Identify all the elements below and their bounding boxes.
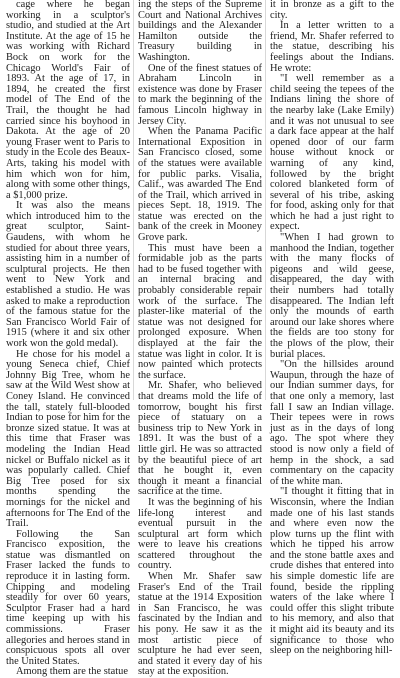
paragraph: cage where he began working in a sculptor's studio, and studied at the Art Institute. At the age of 15 he was working with Richard Bock on work for the Chicago World's Fair of 1893. At the age of 17, in 1894, he created the first model of The End of the Trail, the thought he had carried since his boyhood in Dakota. At the age of 20 young Fraser went to Paris to study in the Ecole des Beaux-Arts, taking his model with him which won for him, along with some other things, a $1,000 prize. xyxy=(6,0,130,201)
paragraph: "On the hillsides around Waupun, through the haze of our Indian summer days, for that one only a memory, last fall I saw an Indian village. Their tepees were in rows just as in the days of long ago. The spot where they stood is now only a field of hemp in the shock, a sad commentary on the capacity of the white man. xyxy=(270,359,394,487)
paragraph: "I thought it fitting that in Wisconsin, where the Indian made one of his last stands and where even now the plow turns up the flint with which he tipped his arrow and the stone battle axes and crude dishes that entered into his simple domestic life are found, beside the rippling waters of the lake where I could offer this slight tribute to his memory, and also that it might aid its beauty and its significance to those who sleep on the neighboring hill- xyxy=(270,486,394,657)
paragraph: Among them are the statue xyxy=(16,666,128,678)
column-divider xyxy=(265,0,266,400)
paragraph: It was the beginning of his life-long interest and eventual pursuit in the sculptural art form which were to leave his creations scattered throughout the country. xyxy=(138,496,262,572)
paragraph: "When I had grown to manhood the Indian, together with the many flocks of pigeons and wild geese, disappeared, the day with their numbers had totally disappeared. The Indian left only the mounds of earth around our lake shores where the fields are too stony for the plows of the plow, their burial places. xyxy=(270,232,394,360)
paragraph: One of the finest statues of Abraham Lincoln in existence was done by Fraser to mark the beginning of the famous Lincoln highway in Jersey City. xyxy=(138,62,262,127)
paragraph: He chose for his model a young Seneca chief, Chief Johnny Big Tree, whom he saw at the Wild West show at Coney Island. He convinced the tall, stately full-blooded Indian to pose for him for the bronze sized statue. It was at this time that Fraser was modeling the Indian Head nickel or Buffalo nickel as it was popularly called. Chief Big Tree posed for six months spending the mornings for the nickel and afternoons for The End of the Trail. xyxy=(6,348,130,530)
paragraph: it in bronze as a gift to the city. xyxy=(270,0,394,21)
paragraph: When the Panama Pacific International Exposition in San Francisco closed, some of the statues were available for public parks. Visalia, Calif., was awarded The End of the Trail, which arrived in pieces Sept. 18, 1919. The statue was erected on the bank of the creek in Mooney Grove park. xyxy=(138,126,262,244)
paragraph: This must have been a formidable job as the parts had to be fused together with an internal bracing and probably considerable repair work of the surface. The plaster-like material of the statue was not designed for prolonged exposure. When displayed at the fair the statue was light in color. It is now painted which protects the surface. xyxy=(138,242,262,381)
paragraph: "I well remember as a child seeing the tepees of the Indians lining the shore of the nearby lake (Lake Emily) and it was not unusual to see a dark face appear at the half opened door of our farm house without knock or warning of any kind, followed by the bright colored blanketed form of several of his tribe, asking for food, asking only for that which he had a just right to expect. xyxy=(270,73,394,233)
article-column-2 xyxy=(138,0,262,678)
article-column-1 xyxy=(6,0,130,678)
column-divider xyxy=(133,0,134,400)
article-column-3 xyxy=(270,0,394,657)
paragraph: Mr. Shafer, who believed that dreams mold the life of tomorrow, bought his first piece of statuary on a business trip to New York in 1891. It was the bust of a little girl. He was so attracted by the beautiful piece of art that he bought it, even though it meant a financial sacrifice at the time. xyxy=(138,380,262,498)
paragraph: Following the San Francisco exposition, the statue was dismantled on Fraser lacked the funds to reproduce it in lasting form. Chipping and modeling steadily for over 60 years, Sculptor Fraser had a hard time keeping up with his commissions. Fraser allegories and heroes stand in conspicuous spots all over the United States. xyxy=(6,528,130,667)
paragraph: It was also the means which introduced him to the great sculptor, Saint-Gaudens, with whom he studied for about three years, assisting him in a number of sculptural projects. He then went to New York and established a studio. He was asked to make a reproduction of the famous statue for the San Francisco World Fair of 1915 (where it and six other work won the gold medal). xyxy=(6,200,130,349)
paragraph: In a letter written to a friend, Mr. Shafer referred to the statue, describing his feelings about the Indians. He wrote: xyxy=(270,20,394,74)
paragraph: ing the steps of the Supreme Court and National Archives buildings and the Alexander Hamilton outside the Treasury building in Washington. xyxy=(138,0,262,63)
paragraph: When Mr. Shafer saw Fraser's End of the Trail statue at the 1914 Exposition in San Francisco, he was fascinated by the Indian and his pony. He saw it as the most artistic piece of sculpture he had ever seen, and stated it every day of his stay at the exposition. xyxy=(138,571,262,678)
